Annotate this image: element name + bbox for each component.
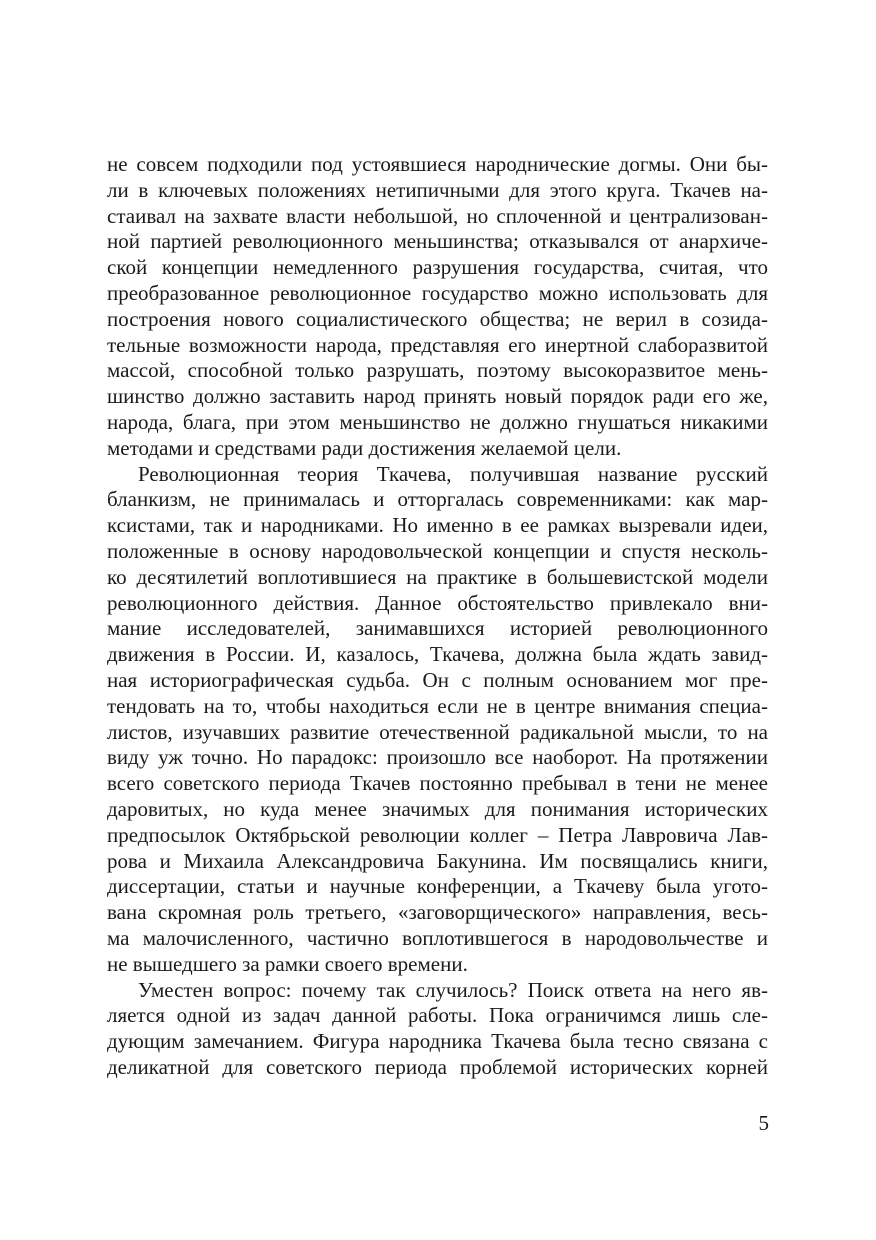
text-line: виду уж точно. Но парадокс: произошло все наоборот. На протяжении [107, 745, 768, 770]
text-line: листов, изучавших развитие отечественной радикальной мысли, то на [107, 719, 768, 744]
text-line: ко десятилетий воплотившиеся на практике в большевистской модели [107, 564, 768, 589]
text-line: тендовать на то, чтобы находиться если не в центре внимания специа- [107, 693, 768, 718]
text-line: ной партией революционного меньшинства; отказывался от анархиче- [107, 229, 768, 254]
text-line: ксистами, так и народниками. Но именно в ее рамках вызревали идеи, [107, 513, 768, 538]
text-line: ской концепции немедленного разрушения государства, считая, что [107, 255, 768, 280]
text-line: преобразованное революционное государство можно использовать для [107, 280, 768, 305]
text-line: Уместен вопрос: почему так случилось? Поиск ответа на него яв- [138, 977, 768, 1002]
text-line: народа, блага, при этом меньшинство не должно гнушаться никакими [107, 409, 768, 434]
text-line: методами и средствами ради достижения желаемой цели. [107, 435, 622, 460]
page-number: 5 [758, 1111, 769, 1135]
text-line: Революционная теория Ткачева, получившая название русский [138, 461, 768, 486]
text-line: ли в ключевых положениях нетипичными для этого круга. Ткачев на- [107, 177, 768, 202]
text-line: даровитых, но куда менее значимых для понимания исторических [107, 796, 768, 821]
body-text [107, 152, 768, 1081]
paragraph [107, 978, 768, 1081]
text-line: ляется одной из задач данной работы. Пока ограничимся лишь сле- [107, 1003, 768, 1028]
text-line: бланкизм, не принималась и отторгалась современниками: как мар- [107, 487, 768, 512]
text-line: стаивал на захвате власти небольшой, но сплоченной и централизован- [107, 203, 768, 228]
text-line: мание исследователей, занимавшихся историей революционного [107, 616, 768, 641]
text-line: построения нового социалистического общества; не верил в созида- [107, 306, 768, 331]
text-line: рова и Михаила Александровича Бакунина. Им посвящались книги, [107, 848, 768, 873]
text-line: не вышедшего за рамки своего времени. [107, 951, 468, 976]
text-line: всего советского периода Ткачев постоянно пребывал в тени не менее [107, 771, 768, 796]
text-line: диссертации, статьи и научные конференции, а Ткачеву была угото- [107, 874, 768, 899]
text-line: предпосылок Октябрьской революции коллег – Петра Лавровича Лав- [107, 822, 768, 847]
text-line: массой, способной только разрушать, поэтому высокоразвитое мень- [107, 358, 768, 383]
text-line: вана скромная роль третьего, «заговорщического» направления, весь- [107, 900, 768, 925]
text-line: тельные возможности народа, представляя его инертной слаборазвитой [107, 332, 768, 357]
text-line: ная историографическая судьба. Он с полным основанием мог пре- [107, 667, 768, 692]
text-line: шинство должно заставить народ принять новый порядок ради его же, [107, 384, 768, 409]
paragraph [107, 152, 768, 462]
text-line: движения в России. И, казалось, Ткачева, должна была ждать завид- [107, 642, 768, 667]
text-line: революционного действия. Данное обстоятельство привлекало вни- [107, 590, 768, 615]
text-line: ма малочисленного, частично воплотившегося в народовольчестве и [107, 925, 768, 950]
text-line: не совсем подходили под устоявшиеся народнические догмы. Они бы- [107, 152, 768, 176]
text-line: дующим замечанием. Фигура народника Ткачева была тесно связана с [107, 1029, 768, 1054]
text-line: деликатной для советского периода проблемой исторических корней [107, 1054, 768, 1079]
paragraph [107, 462, 768, 978]
text-line: положенные в основу народовольческой концепции и спустя несколь- [107, 538, 768, 563]
